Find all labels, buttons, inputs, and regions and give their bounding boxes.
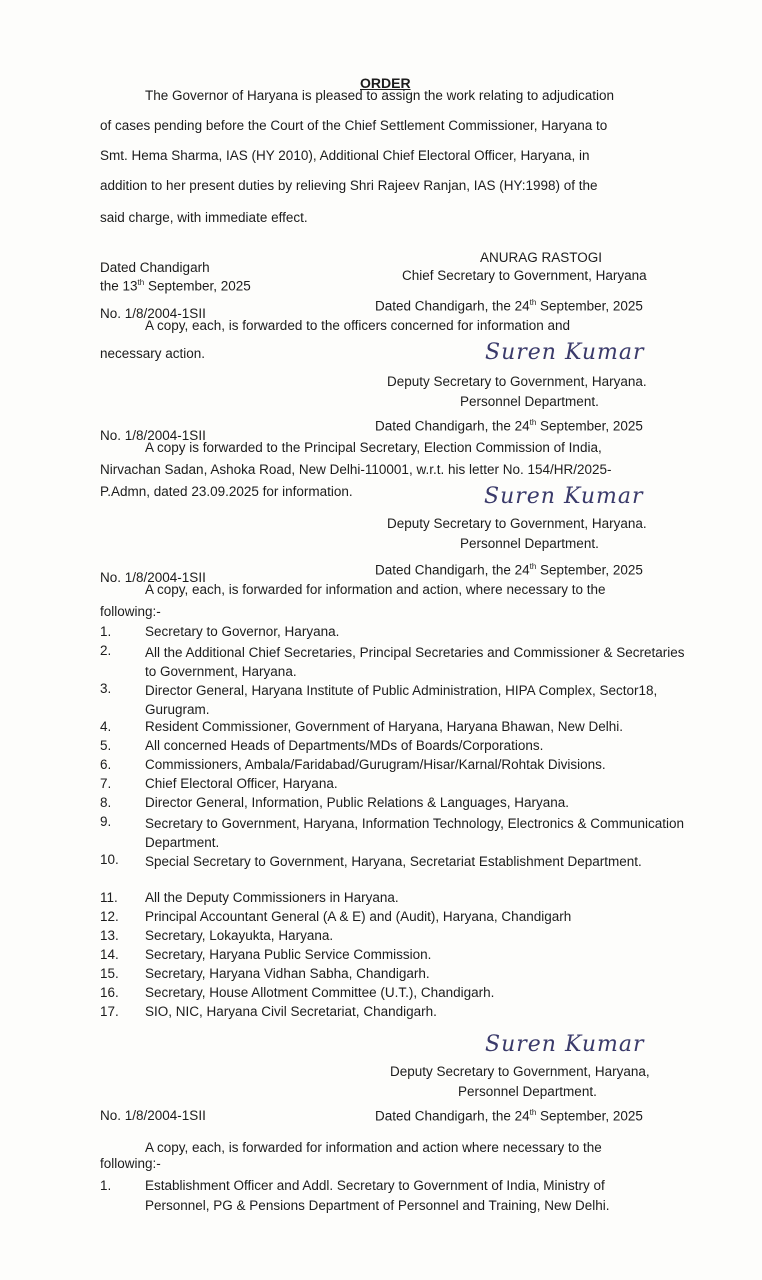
order-dated-line1: Dated Chandigarh	[100, 260, 210, 275]
list-item: 6. Commissioners, Ambala/Faridabad/Gurugram/Hisar/Karnal/Rohtak Divisions.	[100, 757, 606, 772]
endorsement2-number: No. 1/8/2004-1SII	[100, 428, 206, 443]
list-item: 3. Director General, Haryana Institute of Public Administration, HIPA Complex, Sector18, Gurugram.	[100, 681, 658, 717]
order-line-5: said charge, with immediate effect.	[100, 210, 308, 225]
endorsement4-item1-line1: Establishment Officer and Addl. Secretary to Government of India, Ministry of	[145, 1178, 605, 1193]
order-dated-line2: the 13th September, 2025	[100, 278, 251, 294]
endorsement1-text-line1: A copy, each, is forwarded to the officers concerned for information and	[145, 318, 570, 333]
list-item: 14. Secretary, Haryana Public Service Commission.	[100, 947, 432, 962]
order-line-2: of cases pending before the Court of the Chief Settlement Commissioner, Haryana to	[100, 118, 608, 133]
list-item: 2. All the Additional Chief Secretaries, Principal Secretaries and Commissioner & Secretaries to Government, Haryana.	[100, 643, 685, 679]
endorsement2-date: Dated Chandigarh, the 24th September, 2025	[375, 418, 643, 434]
list-item: 16. Secretary, House Allotment Committee (U.T.), Chandigarh.	[100, 985, 495, 1000]
list-item: 11. All the Deputy Commissioners in Haryana.	[100, 890, 399, 905]
list-item: 4. Resident Commissioner, Government of Haryana, Haryana Bhawan, New Delhi.	[100, 719, 623, 734]
list-item: 8. Director General, Information, Public Relations & Languages, Haryana.	[100, 795, 569, 810]
endorsement3-text-line2: following:-	[100, 604, 161, 619]
list-item: 10. Special Secretary to Government, Haryana, Secretariat Establishment Department.	[100, 852, 642, 869]
endorsement2-text-line3: P.Admn, dated 23.09.2025 for information.	[100, 484, 353, 499]
list-item: 13. Secretary, Lokayukta, Haryana.	[100, 928, 334, 943]
order-line-3: Smt. Hema Sharma, IAS (HY 2010), Additional Chief Electoral Officer, Haryana, in	[100, 148, 590, 163]
order-signatory-title: Chief Secretary to Government, Haryana	[402, 268, 647, 283]
endorsement1-number: No. 1/8/2004-1SII	[100, 306, 206, 321]
endorsement2-sign-title2: Personnel Department.	[460, 536, 599, 551]
endorsement3-text-line1: A copy, each, is forwarded for information and action, where necessary to the	[145, 582, 606, 597]
endorsement3-sign-title2: Personnel Department.	[458, 1084, 597, 1099]
list-item: 15. Secretary, Haryana Vidhan Sabha, Chandigarh.	[100, 966, 430, 981]
order-signatory-name: ANURAG RASTOGI	[480, 250, 603, 265]
list-item: 12. Principal Accountant General (A & E) and (Audit), Haryana, Chandigarh	[100, 909, 572, 924]
endorsement1-text-line2: necessary action.	[100, 346, 206, 361]
endorsement4-text-line2: following:-	[100, 1156, 161, 1171]
endorsement3-date: Dated Chandigarh, the 24th September, 2025	[375, 562, 643, 578]
endorsement4-number: No. 1/8/2004-1SII	[100, 1108, 206, 1123]
endorsement2-text-line1: A copy is forwarded to the Principal Secretary, Election Commission of India,	[145, 440, 602, 455]
list-item: 1. Secretary to Governor, Haryana.	[100, 624, 340, 639]
list-item: 17. SIO, NIC, Haryana Civil Secretariat, Chandigarh.	[100, 1004, 437, 1019]
order-line-1: The Governor of Haryana is pleased to assign the work relating to adjudication	[145, 88, 615, 103]
endorsement3-sign-title1: Deputy Secretary to Government, Haryana,	[390, 1064, 650, 1079]
endorsement4-text-line1: A copy, each, is forwarded for information and action where necessary to the	[145, 1140, 602, 1155]
endorsement4-date: Dated Chandigarh, the 24th September, 2025	[375, 1108, 643, 1124]
endorsement1-sign-title1: Deputy Secretary to Government, Haryana.	[387, 374, 647, 389]
list-item: 7. Chief Electoral Officer, Haryana.	[100, 776, 338, 791]
endorsement3-number: No. 1/8/2004-1SII	[100, 570, 206, 585]
endorsement2-text-line2: Nirvachan Sadan, Ashoka Road, New Delhi-110001, w.r.t. his letter No. 154/HR/2025-	[100, 462, 612, 477]
order-title: ORDER	[360, 75, 411, 91]
endorsement4-item1-num: 1.	[100, 1178, 112, 1193]
list-item: 5. All concerned Heads of Departments/MDs of Boards/Corporations.	[100, 738, 544, 753]
distribution-list	[100, 624, 690, 1023]
endorsement2-signature: Suren Kumar	[484, 484, 644, 509]
endorsement1-date: Dated Chandigarh, the 24th September, 2025	[375, 298, 643, 314]
endorsement3-signature: Suren Kumar	[485, 1032, 645, 1057]
endorsement2-sign-title1: Deputy Secretary to Government, Haryana.	[387, 516, 647, 531]
endorsement4-item1-line2: Personnel, PG & Pensions Department of Personnel and Training, New Delhi.	[145, 1198, 610, 1213]
endorsement1-signature: Suren Kumar	[485, 340, 645, 365]
list-item: 9. Secretary to Government, Haryana, Information Technology, Electronics & Communication Department.	[100, 814, 684, 850]
endorsement1-sign-title2: Personnel Department.	[460, 394, 599, 409]
order-line-4: addition to her present duties by relieving Shri Rajeev Ranjan, IAS (HY:1998) of the	[100, 178, 598, 193]
